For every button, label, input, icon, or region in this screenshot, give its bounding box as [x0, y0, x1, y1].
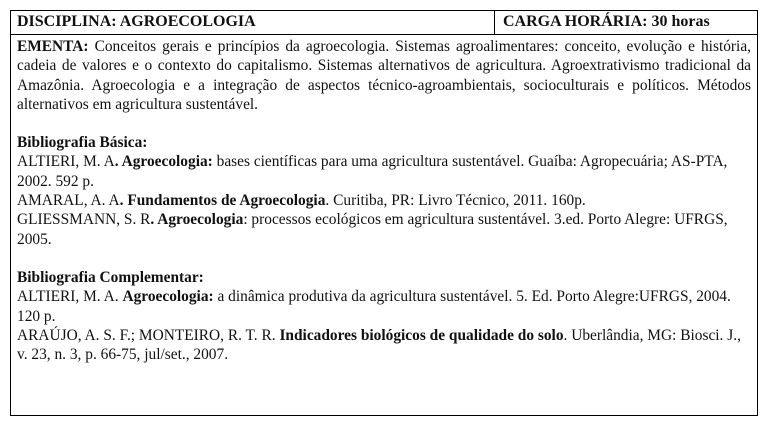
- reference-details: a dinâmica produtiva da agricultura sustentável. 5. Ed. Porto Alegre:UFRGS, 2004. 120 p.: [17, 288, 731, 325]
- basic-bibliography-title: Bibliografia Básica:: [17, 134, 148, 152]
- reference-details: . Curitiba, PR: Livro Técnico, 2011. 160p.: [325, 192, 586, 210]
- reference-title: . Fundamentos de Agroecologia: [119, 192, 326, 210]
- workload-label: CARGA HORÁRIA: 30 horas: [503, 13, 710, 30]
- complementary-reference: [17, 326, 751, 365]
- reference-title: Indicadores biológicos de qualidade do solo: [279, 326, 564, 344]
- complementary-reference: [17, 287, 751, 326]
- syllabus-table: [10, 10, 758, 416]
- ementa-label: EMENTA:: [17, 38, 89, 55]
- ementa-text: Conceitos gerais e princípios da agroecologia. Sistemas agroalimentares: conceito, evolução e história, cadeia de valores e o contexto do capitalismo. Sistemas alternativos de agricultura. Agroextrativismo tradicional da Amazônia. Agroecologia e a integração de aspectos técnico-agroambientais, socioculturais e políticos. Métodos alternativos em agricultura sustentável.: [17, 38, 751, 113]
- ementa-paragraph: [17, 37, 751, 114]
- reference-authors: ARAÚJO, A. S. F.; MONTEIRO, R. T. R.: [17, 326, 280, 344]
- reference-details: . Uberlândia, MG: Biosci. J., v. 23, n. 3, p. 66-75, jul/set., 2007.: [17, 326, 741, 364]
- basic-reference: [17, 210, 751, 249]
- reference-details: bases científicas para uma agricultura sustentável. Guaíba: Agropecuária; AS-PTA, 2002. 592 p.: [17, 153, 728, 190]
- reference-title: Agroecologia:: [122, 288, 214, 306]
- reference-authors: ALTIERI, M. A: [17, 153, 115, 171]
- reference-authors: ALTIERI, M. A.: [17, 288, 123, 306]
- reference-title: . Agroecologia: [150, 211, 244, 229]
- reference-authors: AMARAL, A. A: [17, 192, 120, 210]
- basic-reference: [17, 152, 751, 191]
- complementary-bibliography-title: Bibliografia Complementar:: [17, 268, 204, 286]
- reference-details: : processos ecológicos em agricultura sustentável. 3.ed. Porto Alegre: UFRGS, 2005.: [17, 211, 728, 248]
- reference-title: . Agroecologia:: [114, 153, 213, 171]
- basic-reference: [17, 191, 751, 210]
- syllabus-body: [11, 35, 757, 364]
- reference-authors: GLIESSMANN, S. R: [17, 211, 151, 229]
- header-row: [11, 11, 757, 35]
- discipline-title: DISCIPLINA: AGROECOLOGIA: [11, 11, 495, 34]
